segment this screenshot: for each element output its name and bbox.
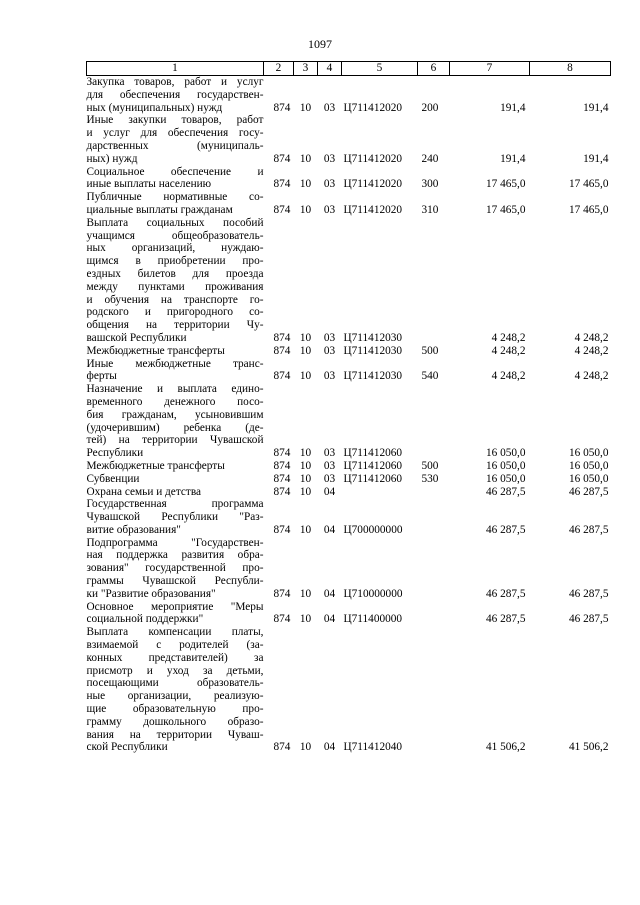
section-cell: 10 bbox=[299, 331, 312, 344]
subsection-cell: 03 bbox=[323, 331, 336, 344]
amount-cell-1: 191,4 bbox=[500, 101, 526, 114]
col-header-2: 2 bbox=[264, 62, 294, 76]
section-cell: 10 bbox=[299, 152, 312, 165]
item-name-line: социальной поддержки" bbox=[86, 613, 204, 626]
table-row bbox=[87, 498, 611, 536]
grbs-cell: 874 bbox=[273, 741, 291, 754]
budget-table bbox=[86, 61, 611, 754]
col-header-3: 3 bbox=[294, 62, 318, 76]
section-cell: 10 bbox=[299, 741, 312, 754]
section-cell: 10 bbox=[299, 101, 312, 114]
item-name-line: циальные выплаты гражданам bbox=[86, 203, 233, 216]
item-name-line: Охрана семьи и детства bbox=[86, 485, 202, 498]
item-name-line: Иные межбюджетные транс- bbox=[86, 357, 264, 370]
amount-cell-1: 46 287,5 bbox=[485, 485, 526, 498]
item-name-cell bbox=[87, 345, 264, 358]
amount-cell-1: 46 287,5 bbox=[485, 613, 526, 626]
amount-cell-1: 16 050,0 bbox=[485, 459, 526, 472]
expense-type-cell bbox=[418, 217, 450, 345]
grbs-cell: 874 bbox=[273, 344, 291, 357]
amount-cell-1: 46 287,5 bbox=[485, 587, 526, 600]
item-name-line: ные организации, реализую- bbox=[86, 690, 264, 703]
amount-cell-2: 46 287,5 bbox=[568, 523, 609, 536]
table-row bbox=[87, 486, 611, 499]
amount-cell-2: 191,4 bbox=[583, 101, 609, 114]
item-name-line: ных) нужд bbox=[86, 152, 138, 165]
target-article-cell: Ц711412020 bbox=[343, 203, 403, 216]
item-name-cell bbox=[87, 486, 264, 499]
amount-cell-2: 46 287,5 bbox=[568, 485, 609, 498]
item-name-line: щимся в приобретении про- bbox=[86, 255, 264, 268]
amount-cell-2: 17 465,0 bbox=[568, 203, 609, 216]
subsection-cell: 04 bbox=[323, 587, 336, 600]
col-header-5: 5 bbox=[342, 62, 418, 76]
item-name-cell bbox=[87, 626, 264, 754]
item-name-line: дарственных (муниципаль- bbox=[86, 139, 264, 152]
section-cell: 10 bbox=[299, 472, 312, 485]
amount-cell-2: 4 248,2 bbox=[574, 331, 609, 344]
item-name-line: Межбюджетные трансферты bbox=[86, 459, 225, 472]
item-name-line: родского и пригородного со- bbox=[86, 306, 264, 319]
amount-cell-2: 4 248,2 bbox=[574, 344, 609, 357]
item-name-line: между пунктами проживания bbox=[86, 280, 264, 293]
subsection-cell: 03 bbox=[323, 203, 336, 216]
grbs-cell: 874 bbox=[273, 472, 291, 485]
item-name-line: иные выплаты населению bbox=[86, 178, 212, 191]
table-row bbox=[87, 460, 611, 473]
item-name-line: Назначение и выплата едино- bbox=[86, 383, 264, 396]
item-name-line: вания на территории Чуваш- bbox=[86, 728, 264, 741]
item-name-line: Межбюджетные трансферты bbox=[86, 344, 225, 357]
subsection-cell: 03 bbox=[323, 447, 336, 460]
item-name-line: Основное мероприятие "Меры bbox=[86, 600, 264, 613]
amount-cell-2: 4 248,2 bbox=[574, 370, 609, 383]
expense-type-cell: 200 bbox=[421, 101, 439, 114]
item-name-line: учащимся общеобразователь- bbox=[86, 229, 264, 242]
grbs-cell: 874 bbox=[273, 203, 291, 216]
table-row bbox=[87, 191, 611, 217]
table-row bbox=[87, 166, 611, 192]
item-name-cell bbox=[87, 498, 264, 536]
expense-type-cell bbox=[418, 537, 450, 601]
amount-cell-1: 4 248,2 bbox=[491, 370, 526, 383]
amount-cell-1: 17 465,0 bbox=[485, 203, 526, 216]
amount-cell-2: 191,4 bbox=[583, 152, 609, 165]
section-cell: 10 bbox=[299, 485, 312, 498]
expense-type-cell: 530 bbox=[421, 472, 439, 485]
target-article-cell: Ц711412020 bbox=[343, 178, 403, 191]
item-name-line: присмотр и уход за детьми, bbox=[86, 664, 264, 677]
grbs-cell: 874 bbox=[273, 370, 291, 383]
subsection-cell: 04 bbox=[323, 613, 336, 626]
subsection-cell: 03 bbox=[323, 344, 336, 357]
target-article-cell: Ц700000000 bbox=[343, 523, 403, 536]
subsection-cell: 04 bbox=[323, 741, 336, 754]
table-row bbox=[87, 383, 611, 460]
amount-cell-1: 16 050,0 bbox=[485, 447, 526, 460]
col-header-7: 7 bbox=[450, 62, 530, 76]
item-name-line: Государственная программа bbox=[86, 498, 264, 511]
expense-type-cell: 500 bbox=[421, 344, 439, 357]
item-name-line: ферты bbox=[86, 370, 117, 383]
grbs-cell: 874 bbox=[273, 613, 291, 626]
section-cell: 10 bbox=[299, 459, 312, 472]
item-name-line: Закупка товаров, работ и услуг bbox=[86, 76, 264, 88]
grbs-cell: 874 bbox=[273, 485, 291, 498]
item-name-line: взимаемой с родителей (за- bbox=[86, 639, 264, 652]
col-header-6: 6 bbox=[418, 62, 450, 76]
item-name-line: ской Республики bbox=[86, 741, 168, 754]
section-cell: 10 bbox=[299, 613, 312, 626]
grbs-cell: 874 bbox=[273, 152, 291, 165]
section-cell: 10 bbox=[299, 587, 312, 600]
expense-type-cell bbox=[418, 383, 450, 460]
target-article-cell: Ц711412060 bbox=[343, 459, 403, 472]
target-article-cell: Ц711412030 bbox=[343, 331, 403, 344]
item-name-cell bbox=[87, 76, 264, 115]
table-row bbox=[87, 626, 611, 754]
amount-cell-2: 46 287,5 bbox=[568, 587, 609, 600]
amount-cell-2: 17 465,0 bbox=[568, 178, 609, 191]
amount-cell-1: 4 248,2 bbox=[491, 344, 526, 357]
item-name-line: зования" государственной про- bbox=[86, 562, 264, 575]
amount-cell-2: 46 287,5 bbox=[568, 613, 609, 626]
section-cell: 10 bbox=[299, 370, 312, 383]
item-name-line: щие образовательную про- bbox=[86, 703, 264, 716]
subsection-cell: 03 bbox=[323, 472, 336, 485]
grbs-cell: 874 bbox=[273, 178, 291, 191]
section-cell: 10 bbox=[299, 203, 312, 216]
target-article-cell: Ц711400000 bbox=[343, 613, 403, 626]
amount-cell-2: 16 050,0 bbox=[568, 447, 609, 460]
item-name-line: ных организаций, нуждаю- bbox=[86, 242, 264, 255]
header-row bbox=[87, 62, 611, 76]
item-name-cell bbox=[87, 166, 264, 192]
subsection-cell: 03 bbox=[323, 370, 336, 383]
item-name-line: ки "Развитие образования" bbox=[86, 587, 216, 600]
subsection-cell: 04 bbox=[323, 485, 336, 498]
item-name-line: Иные закупки товаров, работ bbox=[86, 114, 264, 127]
item-name-line: тей) на территории Чувашской bbox=[86, 434, 264, 447]
section-cell: 10 bbox=[299, 178, 312, 191]
amount-cell-2: 16 050,0 bbox=[568, 459, 609, 472]
subsection-cell: 03 bbox=[323, 459, 336, 472]
item-name-line: общения на территории Чу- bbox=[86, 319, 264, 332]
item-name-line: ездных билетов для проезда bbox=[86, 267, 264, 280]
expense-type-cell bbox=[418, 498, 450, 536]
col-header-4: 4 bbox=[318, 62, 342, 76]
item-name-line: (удочерившим) ребенка (де- bbox=[86, 421, 264, 434]
col-header-1: 1 bbox=[87, 62, 264, 76]
table-row bbox=[87, 601, 611, 627]
expense-type-cell: 310 bbox=[421, 203, 439, 216]
expense-type-cell: 300 bbox=[421, 178, 439, 191]
item-name-line: вашской Республики bbox=[86, 331, 187, 344]
item-name-line: Выплата социальных пособий bbox=[86, 216, 264, 229]
expense-type-cell bbox=[418, 601, 450, 627]
item-name-line: и обучения на транспорте го- bbox=[86, 293, 264, 306]
item-name-line: Социальное обеспечение и bbox=[86, 165, 264, 178]
table-row bbox=[87, 76, 611, 115]
item-name-cell bbox=[87, 358, 264, 384]
item-name-line: Субвенции bbox=[86, 472, 140, 485]
item-name-line: Публичные нормативные со- bbox=[86, 191, 264, 204]
item-name-cell bbox=[87, 383, 264, 460]
item-name-line: грамму дошкольного образо- bbox=[86, 715, 264, 728]
item-name-cell bbox=[87, 473, 264, 486]
table-row bbox=[87, 217, 611, 345]
target-article-cell: Ц711412030 bbox=[343, 344, 403, 357]
section-cell: 10 bbox=[299, 523, 312, 536]
item-name-cell bbox=[87, 460, 264, 473]
page-number: 1097 bbox=[308, 37, 332, 51]
target-article-cell bbox=[342, 486, 418, 499]
expense-type-cell bbox=[418, 486, 450, 499]
col-header-8: 8 bbox=[530, 62, 611, 76]
item-name-cell bbox=[87, 217, 264, 345]
grbs-cell: 874 bbox=[273, 447, 291, 460]
item-name-line: временного денежного посо- bbox=[86, 395, 264, 408]
item-name-line: Чувашской Республики "Раз- bbox=[86, 511, 264, 524]
amount-cell-1: 46 287,5 bbox=[485, 523, 526, 536]
item-name-line: и услуг для обеспечения госу- bbox=[86, 127, 264, 140]
grbs-cell: 874 bbox=[273, 523, 291, 536]
table-row bbox=[87, 114, 611, 165]
target-article-cell: Ц711412020 bbox=[343, 152, 403, 165]
subsection-cell: 03 bbox=[323, 178, 336, 191]
target-article-cell: Ц711412040 bbox=[343, 741, 403, 754]
subsection-cell: 04 bbox=[323, 523, 336, 536]
target-article-cell: Ц711412060 bbox=[343, 472, 403, 485]
table-row bbox=[87, 537, 611, 601]
target-article-cell: Ц710000000 bbox=[343, 587, 403, 600]
item-name-cell bbox=[87, 537, 264, 601]
expense-type-cell bbox=[418, 626, 450, 754]
subsection-cell: 03 bbox=[323, 152, 336, 165]
expense-type-cell: 500 bbox=[421, 459, 439, 472]
item-name-line: граммы Чувашской Республи- bbox=[86, 575, 264, 588]
amount-cell-1: 17 465,0 bbox=[485, 178, 526, 191]
item-name-line: ная поддержка развития обра- bbox=[86, 549, 264, 562]
item-name-line: Выплата компенсации платы, bbox=[86, 626, 264, 639]
amount-cell-1: 191,4 bbox=[500, 152, 526, 165]
amount-cell-2: 16 050,0 bbox=[568, 472, 609, 485]
item-name-line: для обеспечения государствен- bbox=[86, 88, 264, 101]
section-cell: 10 bbox=[299, 447, 312, 460]
item-name-line: Подпрограмма "Государствен- bbox=[86, 536, 264, 549]
grbs-cell: 874 bbox=[273, 587, 291, 600]
amount-cell-1: 16 050,0 bbox=[485, 472, 526, 485]
subsection-cell: 03 bbox=[323, 101, 336, 114]
expense-type-cell: 540 bbox=[421, 370, 439, 383]
amount-cell-1: 4 248,2 bbox=[491, 331, 526, 344]
expense-type-cell: 240 bbox=[421, 152, 439, 165]
target-article-cell: Ц711412020 bbox=[343, 101, 403, 114]
target-article-cell: Ц711412060 bbox=[343, 447, 403, 460]
item-name-cell bbox=[87, 601, 264, 627]
amount-cell-1: 41 506,2 bbox=[485, 741, 526, 754]
section-cell: 10 bbox=[299, 344, 312, 357]
table-row bbox=[87, 345, 611, 358]
grbs-cell: 874 bbox=[273, 459, 291, 472]
item-name-line: ных (муниципальных) нужд bbox=[86, 101, 223, 114]
item-name-line: конных представителей) за bbox=[86, 651, 264, 664]
table-row bbox=[87, 358, 611, 384]
target-article-cell: Ц711412030 bbox=[343, 370, 403, 383]
grbs-cell: 874 bbox=[273, 331, 291, 344]
item-name-line: бия гражданам, усыновившим bbox=[86, 408, 264, 421]
item-name-line: витие образования" bbox=[86, 523, 181, 536]
item-name-line: посещающими образователь- bbox=[86, 677, 264, 690]
grbs-cell: 874 bbox=[273, 101, 291, 114]
item-name-line: Республики bbox=[86, 447, 144, 460]
amount-cell-2: 41 506,2 bbox=[568, 741, 609, 754]
item-name-cell bbox=[87, 114, 264, 165]
item-name-cell bbox=[87, 191, 264, 217]
table-row bbox=[87, 473, 611, 486]
